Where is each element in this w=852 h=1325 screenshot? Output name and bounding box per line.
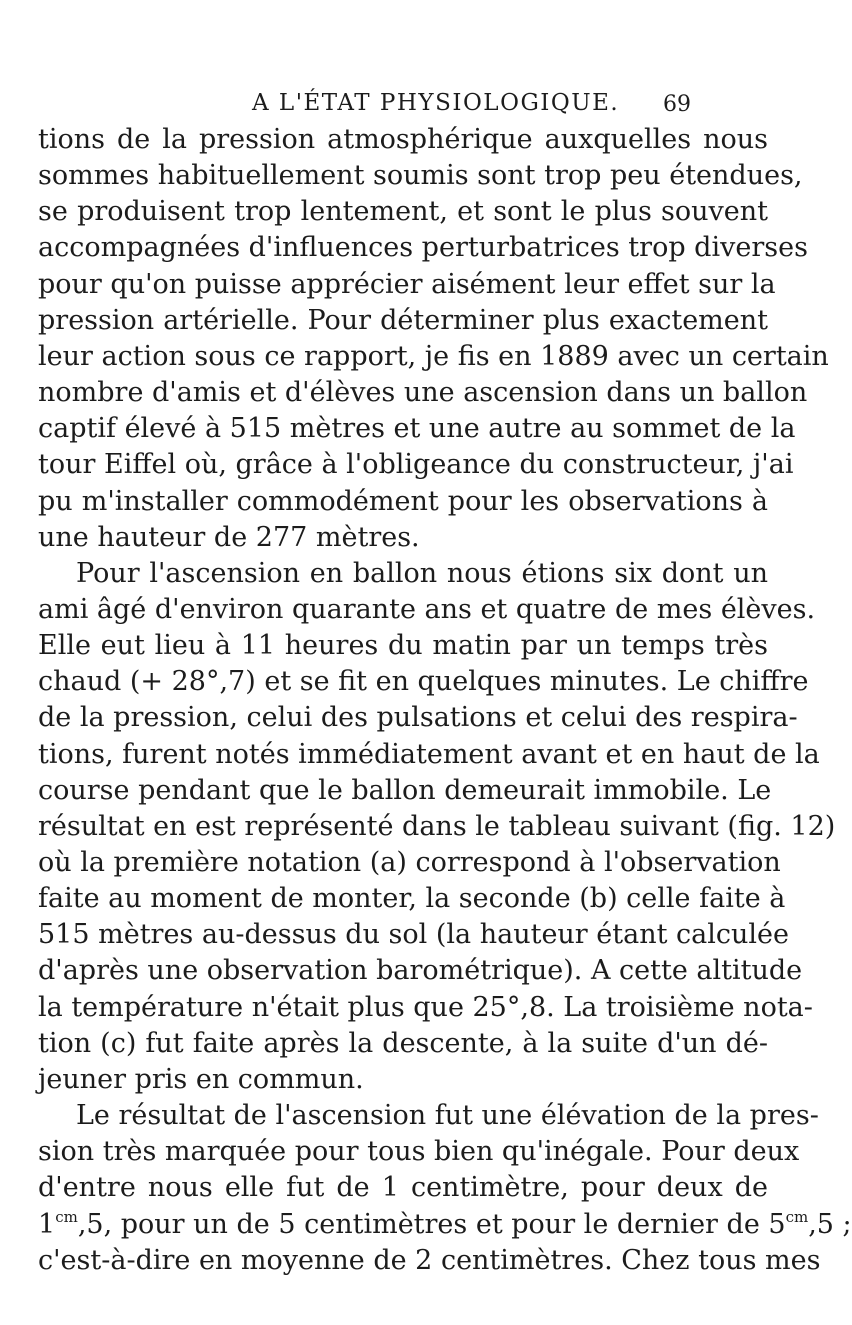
- text-line: nombre d'amis et d'élèves une ascension dans un ballon: [38, 377, 808, 409]
- text-line: d'après une observation barométrique). A cette altitude: [38, 955, 803, 987]
- text-line: accompagnées d'influences perturbatrices trop diverses: [38, 232, 808, 264]
- text-line: Elle eut lieu à 11 heures du matin par un temps très: [38, 630, 768, 662]
- text-line: pression artérielle. Pour déterminer plus exactement: [38, 304, 768, 336]
- text-line: c'est-à-dire en moyenne de 2 centimètres. Chez tous mes: [38, 1244, 821, 1276]
- text-line: ami âgé d'environ quarante ans et quatre de mes élèves.: [38, 593, 816, 625]
- text-line: chaud (+ 28°,7) et se fit en quelques minutes. Le chiffre: [38, 666, 809, 698]
- text-line: captif élevé à 515 mètres et une autre au sommet de la: [38, 413, 796, 445]
- text-line: tions de la pression atmosphérique auxquelles nous: [38, 124, 768, 155]
- text-line: tions, furent notés immédiatement avant et en haut de la: [38, 738, 820, 770]
- text-line: jeuner pris en commun.: [38, 1063, 364, 1095]
- text-line: où la première notation (a) correspond à l'observation: [38, 847, 781, 878]
- text-line: tion (c) fut faite après la descente, à la suite d'un dé-: [38, 1027, 768, 1059]
- text-line: sommes habituellement soumis sont trop peu étendues,: [38, 160, 803, 192]
- running-head: A L'ÉTAT PHYSIOLOGIQUE.: [252, 90, 620, 116]
- text-line: leur action sous ce rapport, je fis en 1889 avec un certain: [38, 340, 829, 372]
- text-line: 515 mètres au-dessus du sol (la hauteur étant calculée: [38, 919, 790, 951]
- text-line: faite au moment de monter, la seconde (b) celle faite à: [38, 883, 786, 915]
- text-line: pour qu'on puisse apprécier aisément leur effet sur la: [38, 268, 776, 300]
- text-line: Le résultat de l'ascension fut une élévation de la pres-: [76, 1100, 819, 1132]
- text-line: résultat en est représenté dans le tableau suivant (fig. 12): [38, 810, 836, 842]
- text-line: tour Eiffel où, grâce à l'obligeance du constructeur, j'ai: [38, 449, 794, 481]
- text-line: la température n'était plus que 25°,8. La troisième nota-: [38, 991, 813, 1023]
- text-line: une hauteur de 277 mètres.: [38, 521, 420, 553]
- text-line: course pendant que le ballon demeurait immobile. Le: [38, 774, 772, 806]
- text-line: sion très marquée pour tous bien qu'inégale. Pour deux: [38, 1136, 800, 1168]
- text-line: de la pression, celui des pulsations et celui des respira-: [38, 702, 798, 734]
- text-line: Pour l'ascension en ballon nous étions six dont un: [76, 557, 768, 589]
- text-line: pu m'installer commodément pour les observations à: [38, 485, 768, 517]
- text-line: d'entre nous elle fut de 1 centimètre, pour deux de: [38, 1172, 768, 1204]
- text-line: se produisent trop lentement, et sont le plus souvent: [38, 196, 768, 228]
- text-line: $1^{cm},5$, pour un de 5 centimètres et pour le dernier de $5^{cm},5$ ;: [38, 1207, 852, 1240]
- page-number: 69: [663, 92, 691, 117]
